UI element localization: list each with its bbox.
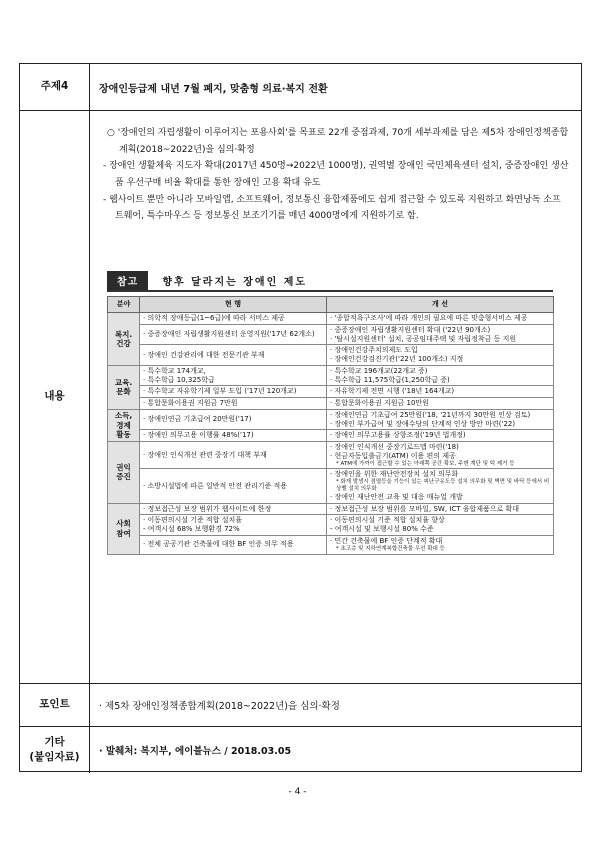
current-cell [140, 469, 327, 503]
reference-table [107, 296, 554, 555]
reference-header [107, 270, 553, 292]
header-current: 현 행 [140, 297, 327, 313]
current-item: · 의학적 장애등급(1~6급)에 따라 서비스 제공 [143, 314, 285, 322]
improved-note: * ATM에 가까이 접근할 수 있는 아래쪽 공간 확보, 주변 계단 및 턱 제거 등 [336, 460, 515, 467]
improved-cell [327, 535, 554, 554]
current-cell [140, 345, 327, 366]
current-cell [140, 409, 327, 430]
improved-cell [327, 469, 554, 503]
improved-item: · 정보접근성 보장 범위를 모바일, SW, ICT 융합제품으로 확대 [330, 504, 520, 513]
topic-value: 장애인등급제 내년 7월 폐지, 맞춤형 의료·복지 전환 [99, 83, 328, 95]
reference-row [108, 515, 554, 536]
current-cell [140, 442, 327, 469]
topic-row [20, 64, 581, 111]
reference-box [107, 270, 553, 616]
improved-item: · 장애인 인식개선 중장기로드맵 마련('18) [330, 443, 459, 451]
current-cell [140, 324, 327, 345]
current-cell [140, 535, 327, 554]
improved-cell [327, 515, 554, 536]
reference-row [108, 409, 554, 430]
etc-row [20, 727, 581, 773]
reference-title: 향후 달라지는 장애인 제도 [162, 276, 308, 288]
reference-row [108, 345, 554, 366]
current-item: · 장애인 건강관리에 대한 전문기관 부재 [143, 350, 265, 359]
improved-item: · '탈시설지원센터' 설치, 공공임대주택 및 자립정착금 등 지원 [330, 334, 517, 343]
improved-cell [327, 313, 554, 325]
reference-row [108, 503, 554, 515]
header-improved: 개 선 [327, 297, 554, 313]
improved-item: · 장애인건강검진기관('22년 100개소) 지정 [330, 355, 464, 363]
page-number: - 4 - [288, 787, 307, 797]
current-item: · 소방시설법에 따른 일반적 안전 관리기준 적용 [143, 481, 288, 490]
improved-item: · 장애인을 위한 재난안전장치 설치 의무화 [330, 470, 459, 479]
current-cell [140, 386, 327, 398]
improved-cell [327, 430, 554, 442]
topic-label: 주제4 [20, 64, 90, 110]
current-cell [140, 503, 327, 515]
content-body [101, 125, 569, 225]
current-cell [140, 515, 327, 536]
improved-item: · '종합적욕구조사'에 따라 개인의 필요에 따른 맞춤형서비스 제공 [330, 314, 528, 322]
improved-item: · 중증장애인 자립생활지원센터 확대 ('22년 90개소) [330, 325, 491, 334]
current-item: · 정보접근성 보장 범위가 웹사이트에 한정 [143, 504, 272, 513]
improved-item: - 여객시설 및 보행시설 80% 수준 [330, 525, 434, 534]
current-cell [140, 365, 327, 386]
current-item: · 장애인 의무고용 이행률 48%('17) [143, 431, 254, 440]
current-item: · 중증장애인 자립생활지원센터 운영지원('17년 62개소) [143, 330, 315, 339]
content-paragraph: - 웹사이트 뿐만 아니라 모바일앱, 소프트웨어, 정보통신 융합제품에도 쉽게 접근할 수 있도록 지원하고 화면낭독 소프트웨어, 특수마우스 등 정보통신 보조기기를 매년 4000명에게 지원하기로 함. [103, 194, 561, 222]
improved-cell [327, 365, 554, 386]
content-paragraph: - 장애인 생활체육 지도자 확대(2017년 450명→2022년 1000명), 권역별 장애인 국민체육센터 설치, 중증장애인 생산품 우선구매 비율 확대를 통한 장애인 고용 확대 유도 [103, 161, 569, 188]
content-paragraph: ○ '장애인의 자립생활이 이루어지는 포용사회'를 목표로 22개 중점과제, 70개 세부과제를 담은 제5차 장애인정책종합계획(2018~2022년)을 심의·확정 [107, 128, 569, 155]
reference-row [108, 398, 554, 410]
current-item: · 장애인연금 기초급여 20만원('17) [143, 415, 252, 424]
improved-cell [327, 442, 554, 469]
improved-item: · 자유학기제 전면 시행 ('18년 164개교) [330, 387, 455, 396]
current-item: · 특수학급 10,325학급 [143, 375, 215, 384]
etc-value: · 발췌처: 복지부, 에이블뉴스 / 2018.03.05 [99, 746, 292, 757]
improved-cell [327, 503, 554, 515]
current-item: · 장애인 인식개선 관련 중장기 대책 부재 [143, 450, 267, 459]
content-cell [89, 111, 581, 683]
current-cell [140, 398, 327, 410]
point-row [20, 684, 581, 727]
header-field: 분야 [108, 297, 140, 313]
improved-cell [327, 324, 554, 345]
reference-tag: 참고 [107, 271, 148, 290]
current-item: · 특수학교 174개교, [143, 366, 206, 375]
summary-table [19, 63, 582, 772]
reference-row [108, 365, 554, 386]
category-cell: 교육. 문화 [108, 365, 140, 409]
improved-item: · 특수학교 196개교(22개교 증) [330, 366, 428, 375]
improved-item: · 민간 건축물에 BF 인증 단계적 확대 [330, 536, 443, 545]
current-item: · 전체 공공기관 건축물에 대한 BF 인증 의무 적용 [143, 540, 294, 549]
improved-item: · 장애인건강주치의제도 도입 [330, 346, 418, 355]
reference-row [108, 442, 554, 469]
content-label: 내용 [20, 111, 90, 683]
current-item: - 여객시설 68% 보행환경 72% [143, 525, 240, 534]
improved-note: * 화재 발생시 점멸등을 기능이 있는 피난구유도등 설치 의무화 및 벽면 및 바닥 등에서 비상벨 설치 의무화 [336, 479, 550, 492]
etc-label: 기타 (붙임자료) [20, 727, 90, 773]
current-cell [140, 430, 327, 442]
content-row [20, 111, 581, 684]
current-cell [140, 313, 327, 325]
point-label: 포인트 [20, 684, 90, 726]
improved-cell [327, 409, 554, 430]
improved-cell [327, 398, 554, 410]
improved-item: · 현금자동입출금기(ATM) 이용 편의 제공 [330, 451, 456, 460]
reference-row [108, 324, 554, 345]
improved-item: · 장애인연금 기초급여 25만원('18, '21년까지 30만원 인상 검토) [330, 410, 531, 419]
improved-item: · 통합문화이용권 지원금 10만원 [330, 399, 429, 407]
category-cell: 권익 증진 [108, 442, 140, 504]
improved-item: · 장애인 재난안전 교육 및 대응 매뉴얼 개발 [330, 492, 463, 501]
current-item: · 특수학교 자유학기제 일부 도입 ('17년 120개교) [143, 387, 297, 396]
category-cell: 소득, 경제 활동 [108, 409, 140, 441]
category-cell: 사회 참여 [108, 503, 140, 554]
category-cell: 복지. 건강 [108, 313, 140, 366]
improved-note: * 초고층 및 지하연계복합건축물 우선 확대 등 [336, 545, 445, 552]
improved-item: · 이동편의시설 기준 적합 설치율 향상 [330, 516, 445, 525]
reference-row [108, 386, 554, 398]
improved-item: · 장애인 의무고용률 상향조정('19년 법개정) [330, 431, 466, 440]
reference-table-header [108, 297, 554, 313]
improved-cell [327, 345, 554, 366]
current-item: · 통합문화이용권 지원금 7만원 [143, 399, 238, 407]
point-value: · 제5차 장애인정책종합계획(2018~2022년)을 심의·확정 [99, 701, 340, 712]
reference-row [108, 430, 554, 442]
reference-row [108, 535, 554, 554]
current-item: · 이동편의시설 기준 적합 설치율 [143, 516, 243, 525]
improved-cell [327, 386, 554, 398]
reference-row [108, 313, 554, 325]
improved-item: · 장애인 부가급여 및 장애수당의 단계적 인상 방안 마련('22) [330, 419, 516, 428]
improved-item: · 특수학급 11,575학급(1,250학급 증) [330, 375, 450, 384]
reference-row [108, 469, 554, 503]
